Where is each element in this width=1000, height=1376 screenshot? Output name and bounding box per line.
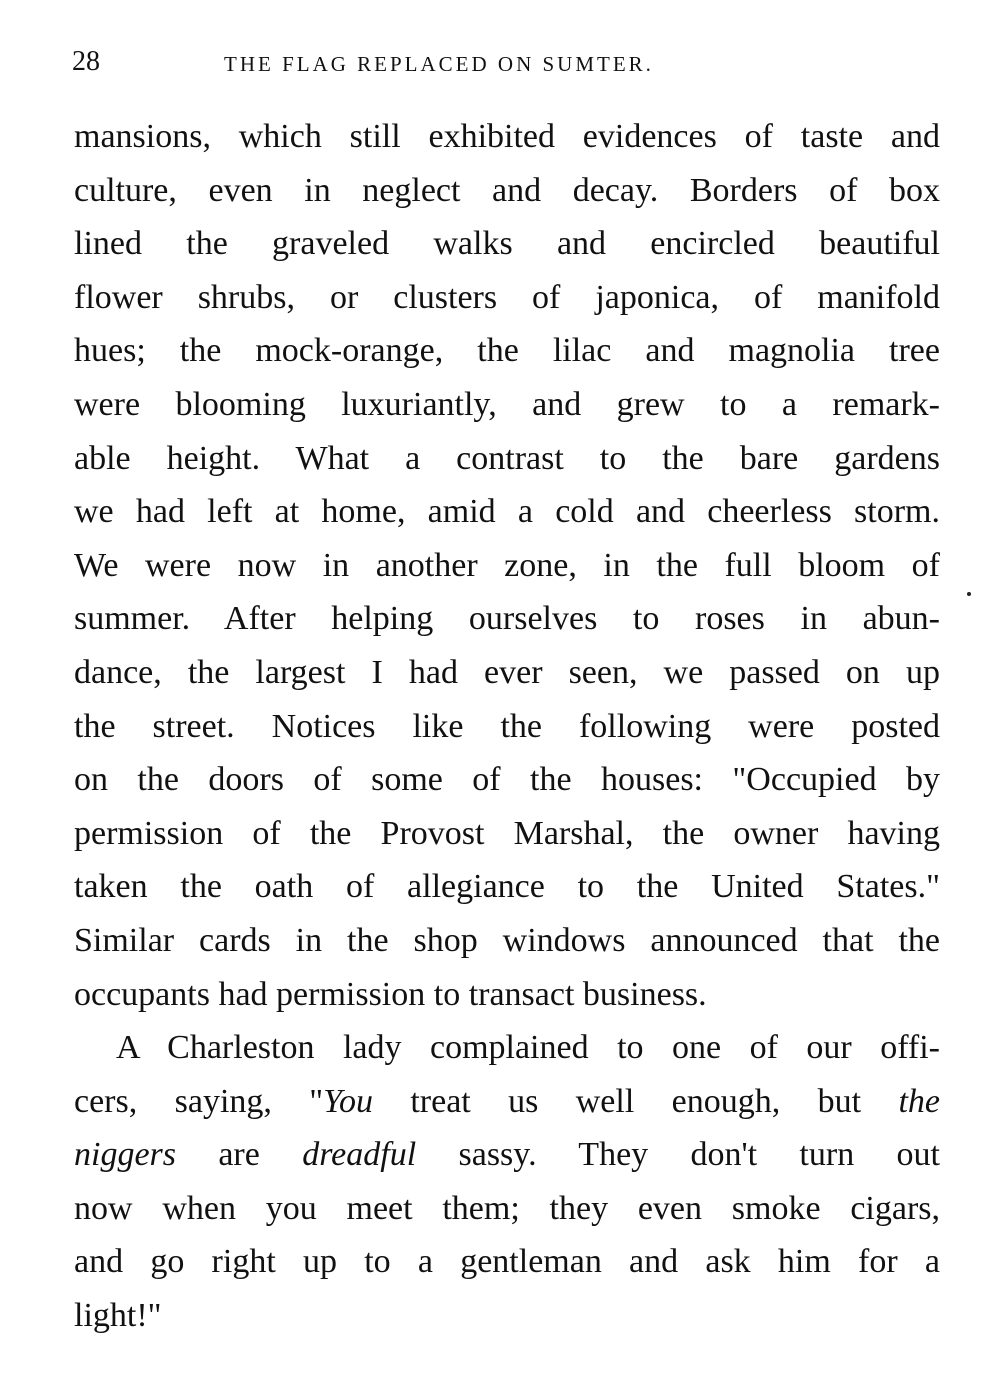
text-line: now when you meet them; they even smoke cigars, bbox=[74, 1189, 940, 1227]
text-line: hues; the mock-orange, the lilac and magnolia tree bbox=[74, 332, 940, 370]
text-line: Similar cards in the shop windows announced that the bbox=[74, 921, 940, 959]
running-title: THE FLAG REPLACED ON SUMTER. bbox=[224, 52, 654, 76]
text-line: culture, even in neglect and decay. Borders of box bbox=[74, 171, 940, 209]
text-line: mansions, which still exhibited evidences of taste and bbox=[74, 118, 940, 155]
paragraph-2 bbox=[74, 1021, 940, 1343]
italic-run: niggers bbox=[74, 1136, 176, 1174]
text-line: taken the oath of allegiance to the United States." bbox=[74, 868, 940, 906]
italic-run: You bbox=[323, 1082, 373, 1120]
text-line: A Charleston lady complained to one of our offi- bbox=[116, 1029, 940, 1067]
text-line: lined the graveled walks and encircled beautiful bbox=[74, 225, 940, 263]
text-run: sassy. They don't turn out bbox=[416, 1136, 940, 1174]
text-line: occupants had permission to transact business. bbox=[74, 975, 707, 1013]
text-line bbox=[74, 1075, 940, 1129]
text-line: dance, the largest I had ever seen, we passed on up bbox=[74, 653, 940, 691]
text-line: the street. Notices like the following were posted bbox=[74, 707, 940, 745]
text-line: on the doors of some of the houses: "Occupied by bbox=[74, 761, 940, 799]
body-text bbox=[74, 110, 940, 1343]
text-line: able height. What a contrast to the bare gardens bbox=[74, 439, 940, 477]
text-run: treat us well enough, but bbox=[372, 1082, 899, 1120]
text-line: were blooming luxuriantly, and grew to a remark- bbox=[74, 385, 940, 423]
text-line: We were now in another zone, in the full bloom of bbox=[74, 546, 940, 584]
running-head bbox=[72, 44, 942, 80]
text-line: permission of the Provost Marshal, the owner having bbox=[74, 814, 940, 852]
italic-run: dreadful bbox=[302, 1136, 417, 1174]
text-line: and go right up to a gentleman and ask him for a bbox=[74, 1243, 940, 1281]
text-line bbox=[74, 1128, 940, 1182]
text-run: cers, saying, " bbox=[74, 1082, 324, 1120]
italic-run: the bbox=[898, 1082, 940, 1120]
text-line: we had left at home, amid a cold and cheerless storm. bbox=[74, 493, 940, 531]
text-run: are bbox=[176, 1136, 303, 1174]
text-line: flower shrubs, or clusters of japonica, of manifold bbox=[74, 278, 940, 316]
paragraph-1 bbox=[74, 110, 940, 1021]
print-speck bbox=[967, 592, 971, 596]
page-number: 28 bbox=[72, 46, 100, 77]
text-line: light!" bbox=[74, 1297, 162, 1335]
text-line: summer. After helping ourselves to roses in abun- bbox=[74, 600, 940, 638]
